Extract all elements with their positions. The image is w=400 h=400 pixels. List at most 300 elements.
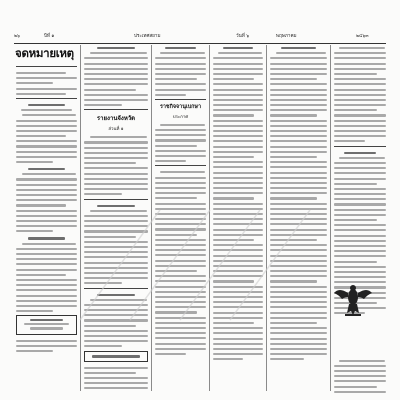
text-line [84,188,148,190]
text-line [270,94,327,96]
column3-heading: ราชกิจจานุเบกษา [160,103,201,110]
text-line [21,109,71,111]
text-line [270,57,327,59]
text-line [84,367,148,369]
text-line [334,365,386,367]
text-line [30,319,63,321]
text-line [16,184,77,186]
text-line [213,327,263,329]
text-line [16,82,53,84]
text-line [334,73,377,75]
text-line [16,305,77,307]
text-line [16,274,66,276]
text-line [155,348,206,350]
text-line [16,161,53,163]
text-line [213,146,263,148]
text-line [270,120,327,122]
text-line [155,78,197,80]
text-line [84,267,148,269]
text-line [84,241,148,243]
text-line [270,332,327,334]
text-line [160,52,205,54]
article-body [82,203,150,285]
text-line [16,220,77,222]
text-line [213,73,263,75]
text-line [270,249,327,251]
article-body [153,169,208,355]
text-line [270,301,327,303]
text-line [155,150,206,152]
section-rule [334,146,386,147]
text-line [213,125,263,127]
text-line [270,239,317,241]
running-header [14,32,386,42]
text-line [16,295,77,297]
text-line [16,269,77,271]
text-line [84,99,148,101]
text-line [213,317,263,319]
text-line [334,162,386,164]
text-line [84,183,148,185]
notice-box [84,351,148,361]
text-line [270,218,327,220]
text-line [84,152,148,154]
text-line [84,230,148,232]
section-rule [155,99,206,100]
text-line [155,218,206,220]
text-line [334,370,386,372]
text-line [334,219,377,221]
text-line [16,284,77,286]
text-line [84,330,148,332]
text-line [270,275,327,277]
text-line [213,249,263,251]
text-line [84,94,148,96]
text-line [213,348,263,350]
text-line [97,47,135,49]
text-line [334,224,386,226]
text-line [270,343,327,345]
text-line [155,296,206,298]
text-line [213,208,263,210]
text-line [334,135,386,137]
text-line [16,253,77,255]
text-line [213,280,254,282]
text-line [84,251,148,253]
text-line [213,296,263,298]
text-line [334,188,386,190]
text-line [160,124,205,126]
text-line [155,265,206,267]
text-line [270,255,327,257]
text-line [334,276,386,278]
text-line [270,78,317,80]
text-line [155,275,206,277]
column2-heading: รายงานจังหวัด [96,115,136,123]
text-line [270,156,317,158]
text-line [213,301,263,303]
text-line [16,204,66,206]
year-label: ปีที่ ๑ [44,34,55,39]
text-line [84,225,148,227]
text-line [334,178,386,180]
masthead-title: จดหมายเหตุ [15,46,74,60]
text-line [213,286,263,288]
text-line [84,282,122,284]
text-line [270,353,327,355]
text-line [16,178,77,180]
year-label-be: ๒๔๖๓ [356,34,369,39]
text-line [155,213,206,215]
column3-subheading: ประกาศ [172,114,189,120]
text-line [16,230,53,232]
text-line [84,68,148,70]
text-line [270,161,327,163]
text-line [160,171,205,173]
text-line [270,338,327,340]
text-line [16,340,77,342]
column-4 [211,45,265,393]
text-line [213,203,263,205]
text-line [334,261,377,263]
text-line [213,130,263,132]
section-rule [155,165,206,166]
text-line [16,263,77,265]
text-line [28,104,65,106]
text-line [270,280,317,282]
text-line [16,258,77,260]
text-line [270,151,327,153]
text-line [16,289,77,291]
text-line [213,135,263,137]
text-line [84,304,148,306]
text-line [213,109,263,111]
text-line [213,260,263,262]
text-line [28,168,65,170]
text-line [155,228,206,230]
article-body [14,102,79,312]
text-line [270,327,327,329]
text-line [155,306,206,308]
text-line [334,114,386,116]
text-line [84,272,148,274]
text-line [270,68,327,70]
article-body [14,338,79,352]
text-line [270,265,327,267]
text-line [339,157,385,159]
text-line [213,343,263,345]
text-line [270,177,327,179]
column2-subheading: ส่วนที่ ๑ [108,127,124,133]
text-line [155,343,206,345]
text-line [155,182,206,184]
text-line [155,139,206,141]
text-line [334,94,386,96]
column-masthead [14,45,79,393]
text-line [97,205,135,207]
text-line [84,277,148,279]
text-line [92,355,140,357]
text-line [155,234,197,236]
text-line [90,52,146,54]
text-line [155,291,206,293]
text-line [213,140,263,142]
text-line [213,166,263,168]
text-line [84,157,148,159]
text-line [334,99,386,101]
date-label: วันที่ ๖ [236,34,250,39]
text-line [16,93,66,95]
text-line [24,323,69,325]
column-5 [268,45,329,393]
text-line [334,104,386,106]
text-line [270,197,317,199]
text-line [213,338,263,340]
text-line [213,83,263,85]
text-line [213,353,263,355]
text-line [213,306,263,308]
text-line [84,393,122,394]
text-line [84,256,148,258]
text-line [334,250,386,252]
text-line [213,57,263,59]
text-line [84,340,148,342]
text-line [276,52,326,54]
text-line [270,358,304,360]
text-line [155,244,206,246]
text-line [16,310,53,312]
text-line [16,140,77,142]
text-line [84,73,148,75]
text-line [155,353,186,355]
text-line [155,337,206,339]
text-line [155,270,197,272]
masthead-body [14,70,79,95]
header-rule [14,43,386,44]
text-line [28,237,65,239]
text-line [334,183,377,185]
text-line [155,129,206,131]
text-line [213,99,263,101]
text-line [84,104,122,106]
text-line [334,57,386,59]
column-6 [332,45,388,393]
text-line [84,141,148,143]
text-line [84,246,148,248]
month-label: พฤษภาคม [276,34,297,39]
text-line [270,89,327,91]
text-line [84,193,122,195]
text-line [84,89,136,91]
article-body [82,365,150,393]
text-line [334,375,386,377]
text-line [334,235,386,237]
text-line [213,68,263,70]
text-line [155,260,206,262]
text-line [334,140,365,142]
text-line [84,83,148,85]
column-divider [330,45,331,391]
text-line [16,248,77,250]
text-line [270,83,327,85]
text-line [16,300,77,302]
text-line [84,215,148,217]
text-line [218,52,262,54]
text-line [16,135,66,137]
text-line [155,192,206,194]
text-line [270,322,317,324]
text-line [270,146,327,148]
column-divider [80,45,81,391]
text-line [155,249,206,251]
text-line [213,172,263,174]
text-line [155,177,206,179]
text-line [270,125,327,127]
text-line [334,245,386,247]
text-line [84,319,148,321]
text-line [22,243,76,245]
text-line [16,151,77,153]
text-line [334,167,386,169]
text-line [213,213,263,215]
text-line [270,286,327,288]
text-line [90,136,146,138]
section-rule [84,109,148,110]
text-line [84,63,148,65]
text-line [16,88,77,90]
text-line [84,57,148,59]
text-line [334,78,386,80]
text-line [84,325,136,327]
column-divider [151,45,152,391]
text-line [213,358,243,360]
text-line [334,391,386,393]
text-line [334,203,386,205]
text-line [155,239,206,241]
text-line [84,173,148,175]
price-box [16,315,77,334]
text-line [334,240,386,242]
text-line [213,114,254,116]
text-line [270,172,327,174]
text-line [270,187,327,189]
text-line [270,63,327,65]
column-divider [209,45,210,391]
text-line [213,156,254,158]
text-line [270,229,327,231]
text-line [270,192,327,194]
text-line [90,210,146,212]
text-line [30,327,63,329]
text-line [281,47,315,49]
text-line [213,78,254,80]
text-line [213,187,263,189]
text-line [334,380,386,382]
text-line [84,78,148,80]
text-line [155,317,206,319]
text-line [213,89,263,91]
text-line [213,229,263,231]
text-line [84,335,148,337]
text-line [84,309,148,311]
text-line [22,173,76,175]
text-line [155,68,206,70]
text-line [334,172,386,174]
text-line [84,314,148,316]
text-line [213,120,263,122]
text-line [213,244,263,246]
text-line [213,275,263,277]
text-line [270,270,327,272]
text-line [155,63,206,65]
text-line [155,322,206,324]
text-line [334,209,386,211]
text-line [270,99,327,101]
text-line [16,125,77,127]
column-2 [82,45,150,393]
text-line [84,220,148,222]
text-line [213,312,263,314]
text-line [213,291,263,293]
text-line [16,120,77,122]
text-line [155,145,197,147]
text-line [213,151,263,153]
text-line [270,291,327,293]
text-line [155,301,206,303]
text-line [155,311,197,313]
text-line [334,89,386,91]
text-line [334,193,386,195]
text-line [213,332,263,334]
text-line [213,182,263,184]
text-line [213,270,263,272]
text-line [16,130,77,132]
text-line [270,213,327,215]
text-line [16,345,77,347]
text-line [16,225,77,227]
article-body [82,134,150,195]
text-line [155,208,206,210]
text-line [270,317,327,319]
article-body [82,45,150,106]
text-line [270,203,327,205]
text-line [270,104,327,106]
text-line [213,63,263,65]
text-line [270,244,327,246]
page-number: ๒๖ [14,34,20,39]
text-line [213,218,263,220]
text-line [84,377,148,379]
text-line [270,166,327,168]
text-line [155,57,206,59]
article-body [82,292,150,348]
text-line [16,156,77,158]
text-line [339,360,385,362]
text-line [84,387,148,389]
text-line [334,229,386,231]
text-line [270,182,327,184]
text-line [155,327,206,329]
text-line [165,47,196,49]
section-rule [84,199,148,200]
text-line [84,372,136,374]
text-line [213,177,263,179]
text-line [84,345,122,347]
text-line [213,161,263,163]
text-line [334,63,386,65]
text-line [16,77,77,79]
text-line [155,286,206,288]
